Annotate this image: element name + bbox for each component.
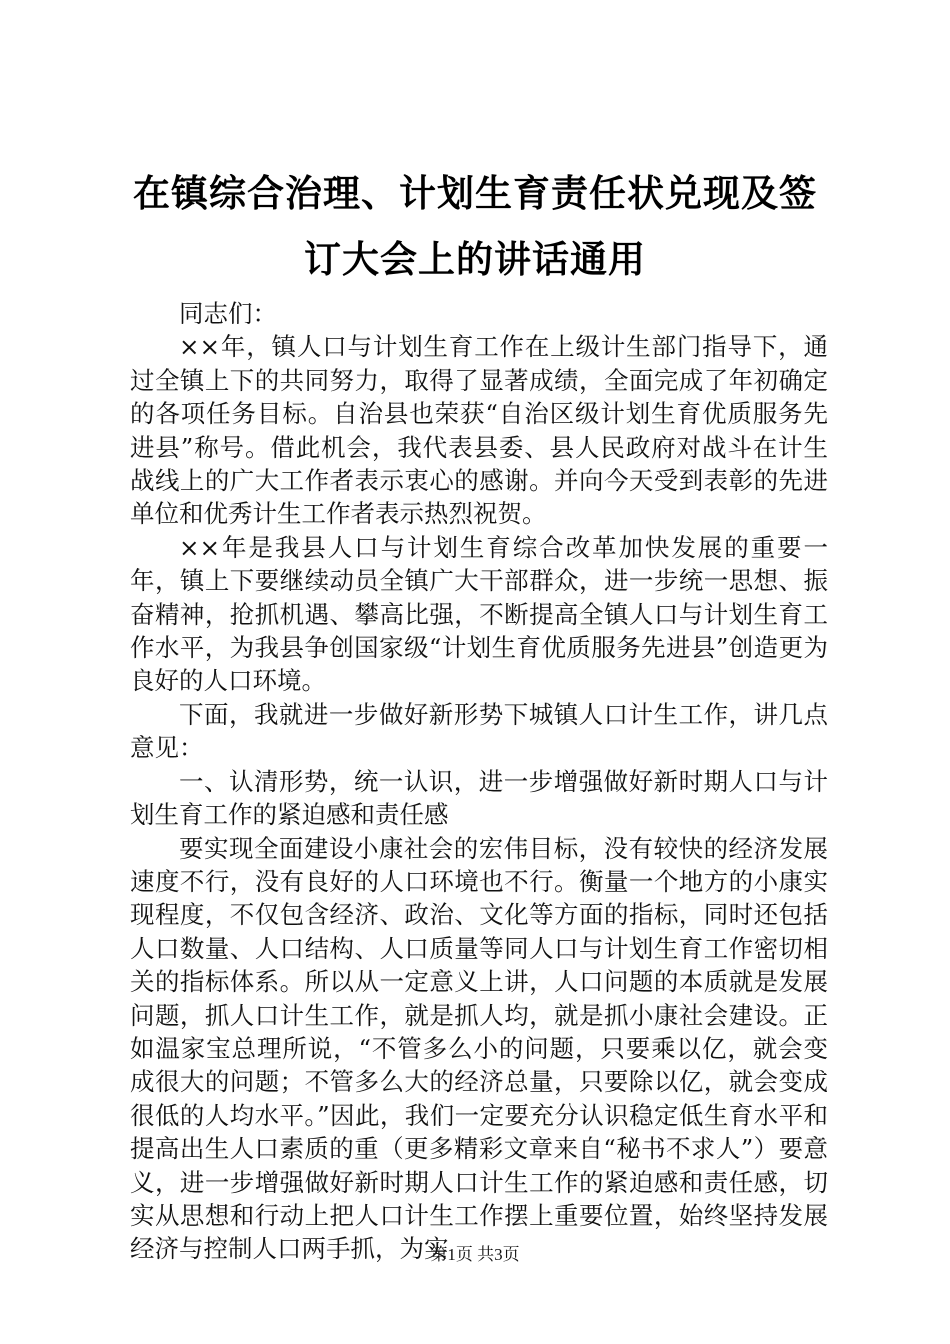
body-paragraph: 下面，我就进一步做好新形势下城镇人口计生工作，讲几点意见： bbox=[130, 699, 828, 763]
section-heading: 一、认清形势，统一认识，进一步增强做好新时期人口与计划生育工作的紧迫感和责任感 bbox=[130, 766, 828, 830]
body-paragraph: ××年，镇人口与计划生育工作在上级计生部门指导下，通过全镇上下的共同努力，取得了显著成绩，全面完成了年初确定的各项任务目标。自治县也荣获“自治区级计划生育优质服务先进县”称号。借此机会，我代表县委、县人民政府对战斗在计生战线上的广大工作者表示衷心的感谢。并向今天受到表彰的先进单位和优秀计生工作者表示热烈祝贺。 bbox=[130, 332, 828, 529]
body-paragraph: 要实现全面建设小康社会的宏伟目标，没有较快的经济发展速度不行，没有良好的人口环境也不行。衡量一个地方的小康实现程度，不仅包含经济、政治、文化等方面的指标，同时还包括人口数量、人口结构、人口质量等同人口与计划生育工作密切相关的指标体系。所以从一定意义上讲，人口问题的本质就是发展问题，抓人口计生工作，就是抓人均，就是抓小康社会建设。正如温家宝总理所说，“不管多么小的问题，只要乘以亿，就会变成很大的问题；不管多么大的经济总量，只要除以亿，就会变成很低的人均水平。”因此，我们一定要充分认识稳定低生育水平和提高出生人口素质的重（更多精彩文章来自“秘书不求人”）要意义，进一步增强做好新时期人口计生工作的紧迫感和责任感，切实从思想和行动上把人口计生工作摆上重要位置，始终坚持发展经济与控制人口两手抓，为实 bbox=[130, 833, 828, 1264]
salutation-paragraph: 同志们： bbox=[179, 299, 277, 328]
page-footer: 第1页 共3页 bbox=[430, 1245, 520, 1264]
document-title: 在镇综合治理、计划生育责任状兑现及签订大会上的讲话通用 bbox=[133, 171, 817, 281]
body-paragraph: ××年是我县人口与计划生育综合改革加快发展的重要一年，镇上下要继续动员全镇广大干部群众，进一步统一思想、振奋精神，抢抓机遇、攀高比强，不断提高全镇人口与计划生育工作水平，为我县争创国家级“计划生育优质服务先进县”创造更为良好的人口环境。 bbox=[130, 532, 828, 696]
document-body bbox=[130, 297, 828, 1266]
